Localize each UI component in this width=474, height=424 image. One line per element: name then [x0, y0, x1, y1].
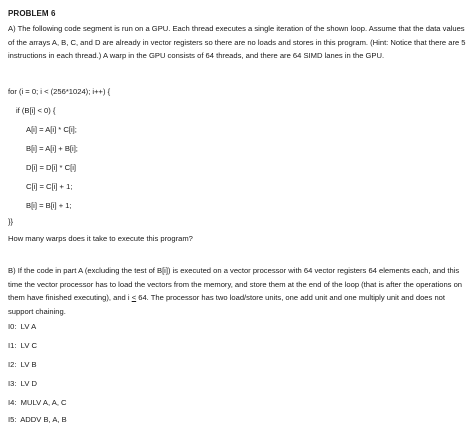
part-a-text: A) The following code segment is run on a GPU. Each thread executes a single iteration of the shown loop. Assume that the data values of the arrays A, B, C, and D are already in vector registers so there are no loads and stores in this program. (Hint: Notice that there are 5 instructions in each thread.) A warp in the GPU consists of 64 threads, and there are 64 SIMD lanes in the GPU.: [8, 24, 466, 60]
code-line-close: }}: [8, 217, 14, 226]
problem-title: PROBLEM 6: [8, 9, 56, 18]
instruction-i1: I1: LV C: [8, 341, 37, 350]
instruction-i0: I0: LV A: [8, 322, 37, 331]
code-line-b2: B[i] = B[i] + 1;: [26, 201, 72, 210]
code-line-if: if (B[i] < 0) {: [16, 106, 56, 115]
instruction-i4: I4: MULV A, A, C: [8, 398, 67, 407]
part-a-question: How many warps does it take to execute this program?: [8, 234, 193, 243]
instruction-i2: I2: LV B: [8, 360, 37, 369]
part-b-text-after: 64. The processor has two load/store units, one add unit and one multiply unit and does not support chaining.: [8, 293, 445, 316]
code-line-for: for (i = 0; i < (256*1024); i++) {: [8, 87, 111, 96]
instruction-i3: I3: LV D: [8, 379, 37, 388]
instruction-i5: I5: ADDV B, A, B: [8, 415, 67, 424]
code-line-a: A[i] = A[i] * C[i];: [26, 125, 77, 134]
code-line-b1: B[i] = A[i] + B[i];: [26, 144, 78, 153]
part-b-text-before: B) If the code in part A (excluding the test of B[i]) is executed on a vector processor with 64 vector registers 64 elements each, and this time the vector processor has to load the vectors from the memory, and store them at the end of the loop (that is after the operations on them have finished executing), and i: [8, 266, 463, 302]
code-line-d: D[i] = D[i] * C[i]: [26, 163, 77, 172]
part-b-text: [8, 264, 466, 318]
lte-symbol: <: [131, 293, 137, 302]
code-line-c: C[i] = C[i] + 1;: [26, 182, 73, 191]
